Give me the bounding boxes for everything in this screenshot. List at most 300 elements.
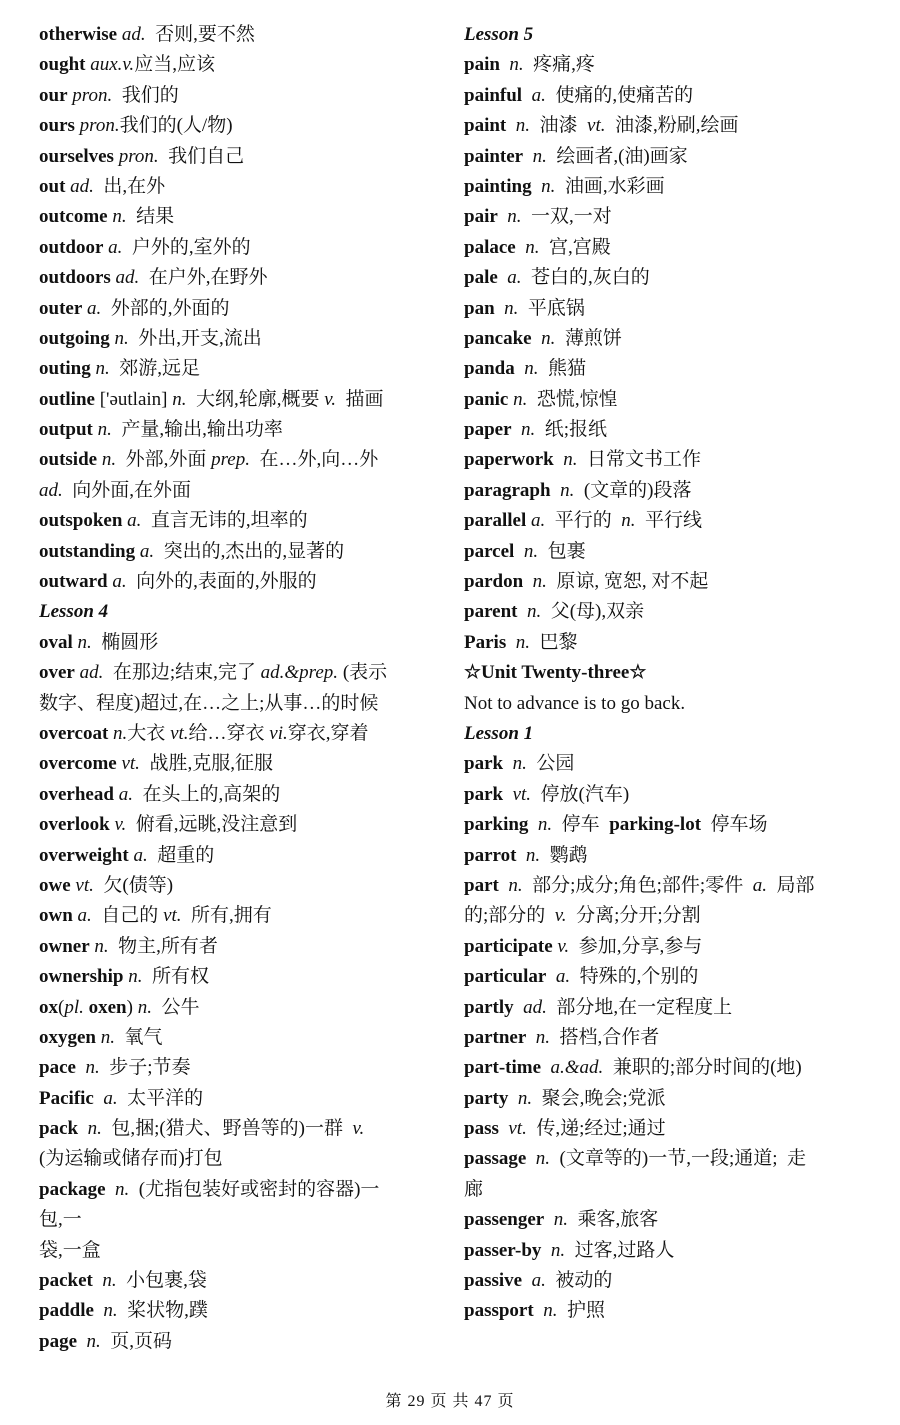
- vocab-entry: [39, 1175, 434, 1205]
- headword: outward: [39, 571, 108, 593]
- headword: parcel: [464, 540, 515, 562]
- page-footer: 第 29 页 共 47 页: [385, 1393, 515, 1410]
- headword: passer-by: [464, 1239, 542, 1261]
- part-of-speech: a.: [122, 510, 142, 532]
- definition: 否则,要不然: [145, 24, 255, 45]
- lesson-heading: [39, 597, 434, 627]
- part-of-speech: n.: [526, 1148, 551, 1170]
- definition: 部分;成分;角色;部件;零件: [522, 874, 753, 896]
- part-of-speech: a.: [128, 844, 148, 866]
- definition: 我们的: [112, 84, 179, 106]
- headword: overcome: [39, 753, 117, 775]
- part-of-speech: vi.: [269, 722, 288, 744]
- definition: 廊: [464, 1178, 484, 1200]
- lesson-heading: [464, 20, 859, 50]
- vocab-entry: [39, 1205, 434, 1235]
- vocab-entry: [464, 628, 859, 658]
- vocab-entry: [39, 294, 434, 324]
- headword: paint: [464, 115, 507, 137]
- headword: parent: [464, 601, 518, 623]
- part-of-speech: a.: [497, 267, 522, 289]
- definition: 兼职的;部分时间的(地): [603, 1057, 802, 1079]
- part-of-speech: pl.: [64, 996, 84, 1018]
- part-of-speech: a.: [103, 236, 123, 258]
- part-of-speech: vt.: [498, 1118, 527, 1140]
- part-of-speech: ad.: [117, 24, 146, 45]
- part-of-speech: n.: [498, 874, 523, 896]
- headword: owe: [39, 874, 71, 896]
- unit-heading: [464, 658, 859, 688]
- part-of-speech: n.: [541, 1239, 566, 1261]
- part-of-speech: n.: [499, 54, 524, 76]
- part-of-speech: n.: [531, 175, 556, 197]
- definition: 纸;报纸: [535, 419, 608, 441]
- part-of-speech: n.: [78, 1118, 102, 1140]
- definition: 外出,开支,流出: [128, 327, 262, 349]
- definition: (表示: [338, 662, 388, 684]
- part-of-speech: vt.: [170, 722, 189, 744]
- headword: party: [464, 1087, 509, 1109]
- part-of-speech: n.: [137, 996, 152, 1018]
- definition: 搭档,合作者: [550, 1026, 660, 1048]
- definition: 数字、程度)超过,在…之上;从事…的时候: [39, 692, 379, 714]
- headword: outspoken: [39, 510, 123, 532]
- headword: paperwork: [464, 449, 554, 471]
- part-of-speech: a.: [526, 510, 546, 532]
- part-of-speech: n.: [517, 601, 542, 623]
- definition: 太平洋的: [117, 1087, 204, 1109]
- headword: Paris: [464, 631, 507, 653]
- definition: 出,在外: [93, 175, 166, 197]
- definition: 直言无讳的,坦率的: [141, 510, 308, 532]
- headword: park: [464, 783, 504, 805]
- definition: 平行的: [545, 510, 622, 532]
- headword: Pacific: [39, 1087, 94, 1109]
- headword: panda: [464, 358, 515, 380]
- headword: parallel: [464, 510, 527, 532]
- headword: oxygen: [39, 1026, 96, 1048]
- vocab-entry: [39, 81, 434, 111]
- vocab-entry: [464, 50, 859, 80]
- headword: paragraph: [464, 479, 551, 501]
- headword: outing: [39, 358, 91, 380]
- headword: parrot: [464, 844, 517, 866]
- definition: 被动的: [545, 1270, 613, 1292]
- definition: 公牛: [151, 996, 200, 1018]
- headword: palace: [464, 236, 516, 258]
- vocab-entry: [464, 597, 859, 627]
- headword: painful: [464, 84, 523, 106]
- definition: 油漆: [530, 115, 588, 137]
- part-of-speech: v.: [109, 814, 127, 836]
- headword: package: [39, 1178, 106, 1200]
- part-of-speech: n.: [514, 540, 539, 562]
- part-of-speech: n.: [526, 1026, 551, 1048]
- part-of-speech: n.: [96, 1026, 115, 1048]
- vocab-entry: [464, 567, 859, 597]
- part-of-speech: pron.: [74, 115, 120, 137]
- part-of-speech: v.: [324, 388, 337, 410]
- part-of-speech: n.: [90, 358, 110, 380]
- vocab-entry: [39, 1144, 434, 1174]
- part-of-speech: a.: [107, 571, 127, 593]
- part-of-speech: a.: [546, 966, 571, 988]
- part-of-speech: n.: [494, 297, 519, 319]
- part-of-speech: n.: [621, 510, 636, 532]
- definition: 熊猫: [538, 358, 586, 380]
- headword: part: [464, 874, 499, 896]
- headword: outdoors: [39, 267, 111, 289]
- part-of-speech: vt.: [163, 905, 182, 927]
- part-of-speech: n.: [531, 327, 556, 349]
- definition: 绘画者,(油)画家: [546, 145, 688, 167]
- right-column: [464, 20, 859, 1327]
- definition: 在那边;结束,完了: [103, 662, 261, 684]
- definition: 所有,拥有: [181, 905, 272, 927]
- definition: 的;部分的: [464, 905, 555, 927]
- headword: passenger: [464, 1209, 545, 1231]
- part-of-speech: ad.: [65, 175, 94, 197]
- headword: ox: [39, 996, 58, 1018]
- vocab-entry: [39, 658, 434, 688]
- definition: 户外的,室外的: [122, 236, 251, 258]
- vocab-entry: [39, 415, 434, 445]
- vocab-entry: [39, 567, 434, 597]
- part-of-speech: v.: [352, 1118, 365, 1140]
- part-of-speech: ad.: [513, 996, 547, 1018]
- definition: (: [58, 996, 65, 1018]
- headword: own: [39, 905, 73, 927]
- definition: 停车场: [701, 814, 768, 836]
- vocab-entry: [39, 901, 434, 931]
- definition: 包裹: [538, 540, 586, 562]
- headword: pair: [464, 206, 498, 228]
- part-of-speech: n.: [89, 935, 109, 957]
- vocab-entry: [464, 1236, 859, 1266]
- left-column: [39, 20, 434, 1357]
- headword: pass: [464, 1118, 499, 1140]
- vocab-entry: [39, 111, 434, 141]
- vocab-entry: [39, 1114, 434, 1144]
- headword: parking: [464, 814, 529, 836]
- part-of-speech: n.: [123, 966, 143, 988]
- definition: 所有权: [142, 966, 209, 988]
- vocab-entry: [39, 506, 434, 536]
- lesson-heading: [464, 719, 859, 749]
- vocab-entry: [464, 962, 859, 992]
- headword: participate: [464, 935, 553, 957]
- part-of-speech: n.: [506, 115, 530, 137]
- part-of-speech: n.: [553, 449, 578, 471]
- definition: (文章的)段落: [574, 479, 692, 501]
- vocab-entry: [464, 993, 859, 1023]
- part-of-speech: a.: [522, 1270, 546, 1292]
- vocab-entry: [464, 1053, 859, 1083]
- headword: output: [39, 419, 93, 441]
- definition: 郊游,远足: [109, 358, 201, 380]
- definition: 战胜,克服,征服: [139, 753, 273, 775]
- part-of-speech: ad.: [74, 662, 104, 684]
- headword: outstanding: [39, 540, 136, 562]
- heading-text: Lesson 5: [464, 24, 534, 45]
- definition: 给…穿衣: [188, 722, 270, 744]
- vocab-entry: [39, 1236, 434, 1266]
- part-of-speech: n.: [108, 722, 128, 744]
- vocab-entry: [464, 324, 859, 354]
- headword: overlook: [39, 814, 110, 836]
- definition: 结果: [126, 206, 175, 228]
- part-of-speech: a.: [82, 297, 102, 319]
- vocab-entry: [39, 20, 434, 50]
- headword: otherwise: [39, 24, 118, 45]
- vocab-entry: [39, 537, 434, 567]
- vocab-entry: [39, 719, 434, 749]
- vocab-entry: [39, 1327, 434, 1357]
- vocab-entry: [464, 294, 859, 324]
- vocab-entry: [464, 111, 859, 141]
- vocab-entry: [464, 1175, 859, 1205]
- part-of-speech: a.: [113, 783, 133, 805]
- definition: 停车: [552, 814, 610, 836]
- vocab-entry: [39, 1266, 434, 1296]
- headword: out: [39, 175, 66, 197]
- vocab-entry: [464, 1205, 859, 1235]
- definition: 小包裹,袋: [116, 1270, 207, 1292]
- part-of-speech: n.: [533, 1300, 558, 1322]
- part-of-speech: v.: [554, 905, 567, 927]
- definition: 一双,一对: [521, 206, 612, 228]
- definition: 在…外,向…外: [249, 449, 379, 471]
- headword: painter: [464, 145, 524, 167]
- vocab-entry: [39, 962, 434, 992]
- vocab-entry: [464, 932, 859, 962]
- part-of-speech: n.: [92, 419, 112, 441]
- definition: 平底锅: [518, 297, 585, 319]
- headword: pain: [464, 54, 500, 76]
- vocab-entry: [39, 354, 434, 384]
- definition: (尤指包装好或密封的容器)一: [129, 1178, 380, 1200]
- definition: 我们自己: [158, 145, 245, 167]
- part-of-speech: ad.: [39, 479, 63, 501]
- definition: 苍白的,灰白的: [521, 267, 650, 289]
- part-of-speech: vt.: [116, 753, 140, 775]
- part-of-speech: n.: [105, 1178, 130, 1200]
- headword: packet: [39, 1270, 93, 1292]
- definition: 突出的,杰出的,显著的: [154, 540, 345, 562]
- headword: passport: [464, 1300, 534, 1322]
- part-of-speech: n.: [503, 753, 527, 775]
- headword: outer: [39, 297, 83, 319]
- headword: overhead: [39, 783, 114, 805]
- part-of-speech: n.: [97, 449, 117, 471]
- headword: paper: [464, 419, 512, 441]
- part-of-speech: a.: [135, 540, 155, 562]
- headword: page: [39, 1330, 77, 1352]
- headword: partly: [464, 996, 514, 1018]
- definition: 大纲,轮廓,概要: [186, 388, 325, 410]
- vocab-entry: [464, 142, 859, 172]
- headword: outdoor: [39, 236, 104, 258]
- part-of-speech: a.: [522, 84, 546, 106]
- definition: 分离;分开;分割: [566, 905, 701, 927]
- part-of-speech: n.: [523, 571, 547, 593]
- part-of-speech: a.: [752, 874, 767, 896]
- vocab-entry: [464, 871, 859, 901]
- vocab-entry: [39, 1084, 434, 1114]
- definition: 步子;节奏: [99, 1057, 191, 1079]
- headword: panic: [464, 388, 509, 410]
- definition: 椭圆形: [91, 631, 159, 653]
- part-of-speech: n.: [109, 327, 129, 349]
- part-of-speech: n.: [550, 479, 575, 501]
- vocab-entry: [464, 202, 859, 232]
- part-of-speech: a.: [93, 1087, 118, 1109]
- definition: 部分地,在一定程度上: [546, 996, 733, 1018]
- part-of-speech: pron.: [113, 145, 159, 167]
- vocab-entry: [464, 537, 859, 567]
- vocab-entry: [39, 871, 434, 901]
- definition: 日常文书工作: [577, 449, 701, 471]
- headword: overweight: [39, 844, 129, 866]
- vocab-entry: [39, 749, 434, 779]
- headword: outgoing: [39, 327, 110, 349]
- headword: pancake: [464, 327, 532, 349]
- vocab-entry: [39, 689, 434, 719]
- part-of-speech: n.: [508, 388, 528, 410]
- definition: 包,一: [39, 1209, 82, 1231]
- definition: 宫,宫殿: [539, 236, 611, 258]
- vocab-entry: [464, 385, 859, 415]
- definition: 特殊的,个别的: [570, 966, 699, 988]
- part-of-speech: n.: [75, 1057, 100, 1079]
- definition: 向外面,在外面: [62, 479, 192, 501]
- headword: pardon: [464, 571, 524, 593]
- vocab-entry: [464, 780, 859, 810]
- headword: partner: [464, 1026, 527, 1048]
- vocab-entry: [39, 476, 434, 506]
- vocab-entry: [464, 901, 859, 931]
- definition: 我们的(人/物): [119, 115, 233, 137]
- part-of-speech: n.: [506, 631, 530, 653]
- part-of-speech: ad.&prep.: [260, 662, 339, 684]
- definition: 局部: [766, 874, 815, 896]
- part-of-speech: n.: [77, 1330, 101, 1352]
- definition: 聚会,晚会;党派: [532, 1087, 666, 1109]
- part-of-speech: n.: [528, 814, 553, 836]
- part-of-speech: vt.: [70, 874, 94, 896]
- headword: pale: [464, 267, 498, 289]
- definition: 产量,输出,输出功率: [111, 419, 283, 441]
- vocab-entry: [39, 1053, 434, 1083]
- vocab-entry: [464, 81, 859, 111]
- definition: 欠(债等): [93, 874, 174, 896]
- part-of-speech: a.: [72, 905, 92, 927]
- part-of-speech: n.: [508, 1087, 533, 1109]
- headword: particular: [464, 966, 547, 988]
- vocab-entry: [39, 263, 434, 293]
- vocab-entry: [39, 202, 434, 232]
- vocab-entry: [39, 780, 434, 810]
- headword: owner: [39, 935, 90, 957]
- vocab-entry: [39, 385, 434, 415]
- vocab-entry: [464, 263, 859, 293]
- definition: 疼痛,疼: [523, 54, 595, 76]
- part-of-speech: vt.: [503, 783, 532, 805]
- part-of-speech: prep.: [211, 449, 250, 471]
- vocab-entry: [39, 841, 434, 871]
- part-of-speech: n.: [172, 388, 187, 410]
- definition: 原谅, 宽恕, 对不起: [546, 571, 709, 593]
- vocab-entry: [39, 810, 434, 840]
- definition: (为运输或储存而)打包: [39, 1148, 223, 1170]
- definition: 停放(汽车): [531, 783, 630, 805]
- vocab-entry: [39, 324, 434, 354]
- part-of-speech: a.&ad.: [541, 1057, 604, 1079]
- vocab-entry: [464, 172, 859, 202]
- definition: ): [126, 996, 138, 1018]
- definition: Not to advance is to go back.: [464, 692, 686, 714]
- vocab-entry: [464, 1296, 859, 1326]
- vocab-entry: [39, 233, 434, 263]
- vocab-entry: [39, 445, 434, 475]
- vocab-entry: [464, 1023, 859, 1053]
- definition: 平行线: [635, 510, 703, 532]
- vocab-entry: [39, 932, 434, 962]
- part-of-speech: n.: [516, 844, 541, 866]
- part-of-speech: aux.v.: [85, 54, 135, 76]
- definition: 传,递;经过;通过: [526, 1118, 666, 1140]
- vocab-entry: [464, 354, 859, 384]
- definition: 薄煎饼: [555, 327, 622, 349]
- headword: over: [39, 662, 75, 684]
- definition: 巴黎: [529, 631, 578, 653]
- definition: 应当,应该: [134, 54, 215, 76]
- definition: 外部的,外面的: [101, 297, 230, 319]
- part-of-speech: n.: [515, 236, 540, 258]
- vocab-entry: [464, 233, 859, 263]
- definition: 桨状物,蹼: [117, 1300, 208, 1322]
- definition: 在头上的,高架的: [132, 783, 281, 805]
- headword: paddle: [39, 1300, 94, 1322]
- definition: 自己的: [91, 905, 164, 927]
- headword: oxen: [83, 996, 127, 1018]
- definition: 物主,所有者: [108, 935, 218, 957]
- headword: ownership: [39, 966, 124, 988]
- definition: 大衣: [127, 722, 171, 744]
- part-of-speech: pron.: [67, 84, 113, 106]
- definition: 外部,外面: [116, 449, 212, 471]
- definition: 穿衣,穿着: [287, 722, 369, 744]
- headword: oval: [39, 631, 73, 653]
- part-of-speech: n.: [93, 1300, 118, 1322]
- definition: (文章等的)一节,一段;通道; 走: [550, 1148, 807, 1170]
- vocab-entry: [464, 1114, 859, 1144]
- vocab-entry: [464, 445, 859, 475]
- definition: 鹦鹉: [540, 844, 588, 866]
- definition: 油漆,粉刷,绘画: [605, 115, 739, 137]
- definition: 使痛的,使痛苦的: [545, 84, 694, 106]
- headword: outline: [39, 388, 95, 410]
- definition: 描画: [336, 388, 384, 410]
- headword: passage: [464, 1148, 527, 1170]
- heading-text: Lesson 4: [39, 601, 109, 623]
- part-of-speech: n.: [514, 358, 539, 380]
- vocab-entry: [464, 689, 859, 719]
- heading-text: Lesson 1: [464, 722, 534, 744]
- definition: 油画,水彩画: [555, 175, 665, 197]
- vocab-entry: [39, 1023, 434, 1053]
- vocab-entry: [464, 415, 859, 445]
